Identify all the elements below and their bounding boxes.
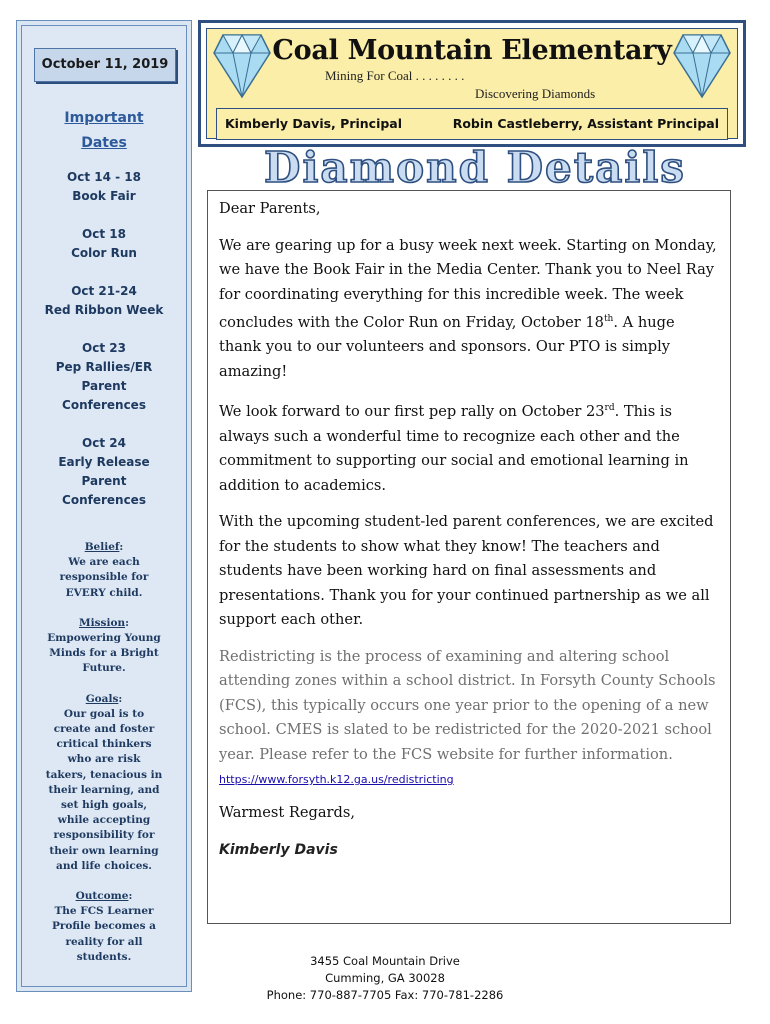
ordinal-suffix: rd xyxy=(604,403,615,414)
redistricting-paragraph: Redistricting is the process of examining and altering school attending zones within a school district. In Forsyth County Schools (FCS), this typically occurs one year prior to the opening of a new school. CMES is slated to be redistricted for the 2020-2021 school year. Please refer to the FCS website for further information. xyxy=(219,647,716,763)
masthead xyxy=(198,20,746,147)
event-title: Conferences xyxy=(62,398,146,412)
footer xyxy=(240,953,530,1004)
outcome-text: students. xyxy=(76,950,132,963)
event-title: Early Release xyxy=(58,455,150,469)
outcome-text: The FCS Learner xyxy=(54,905,154,918)
goals-text: responsibility for xyxy=(53,829,155,842)
letter-text: We are gearing up for a busy week next week. Starting on Monday, we have the Book Fair in the Media Center. Thank you to Neel Ray for coordinating everything for this incredible week. The week concludes with the Color Run on Friday, October 18 xyxy=(219,236,717,331)
events-list xyxy=(22,168,186,529)
letter-text: . A huge thank you to our volunteers and sponsors. Our PTO is simply amazing! xyxy=(219,313,675,380)
event-title: Parent xyxy=(81,474,127,488)
mission-block: Mission: Empowering Young Minds for a Bright Future. xyxy=(26,616,182,677)
event-title: Pep Rallies/ER xyxy=(55,360,153,374)
tagline-mining: Mining For Coal . . . . . . . . xyxy=(325,68,465,83)
mission-text: Empowering Young xyxy=(47,632,161,645)
masthead-panel xyxy=(206,28,738,139)
outcome-text: Profile becomes a xyxy=(52,920,156,933)
event-title: Parent xyxy=(81,379,127,393)
letter-paragraph: With the upcoming student-led parent conferences, we are excited for the students to show what they know! The teachers and students have been working hard on final assessments and presentations. Thank you for your continued partnership as we all support each other. xyxy=(219,513,714,629)
signature: Kimberly Davis xyxy=(219,841,338,858)
goals-text: critical thinkers xyxy=(56,738,152,751)
school-values xyxy=(26,540,182,980)
event-title: Conferences xyxy=(62,493,146,507)
letter-paragraph xyxy=(219,234,720,385)
letter-text: . This is always such a wonderful time to recognize each other and the commitment to supporting our social and emotional learning in addition to academics. xyxy=(219,403,689,494)
letter-body xyxy=(219,197,720,874)
event-date: Oct 14 - 18 xyxy=(67,170,141,184)
assistant-principal-name: Robin Castleberry, Assistant Principal xyxy=(452,116,719,131)
goals-text: while accepting xyxy=(57,814,151,827)
letter-paragraph xyxy=(219,396,720,498)
event-item xyxy=(22,339,186,415)
event-date: Oct 24 xyxy=(82,436,126,450)
goals-block: Goals: Our goal is to create and foster critical thinkers who are risk takers, tenacious in their learning, and set high goals, while accepting responsibility for their own learning and life choices. xyxy=(26,692,182,874)
goals-text: Our goal is to xyxy=(63,707,145,720)
belief-text: EVERY child. xyxy=(65,586,143,599)
event-title: Red Ribbon Week xyxy=(44,303,164,317)
goals-text: takers, tenacious in xyxy=(45,768,163,781)
footer-address: 3455 Coal Mountain Drive xyxy=(310,954,460,968)
belief-text: responsible for xyxy=(59,571,149,584)
goals-text: who are risk xyxy=(67,753,141,766)
ordinal-suffix: th xyxy=(603,314,614,324)
event-item xyxy=(22,434,186,510)
event-title: Book Fair xyxy=(72,189,136,203)
important-dates-heading xyxy=(22,106,186,156)
diamond-icon xyxy=(673,33,731,99)
event-date: Oct 21-24 xyxy=(71,284,137,298)
belief-text: We are each xyxy=(68,556,140,569)
principal-name: Kimberly Davis, Principal xyxy=(225,116,403,131)
letter-text: We look forward to our first pep rally on October 23 xyxy=(219,403,605,421)
letter-box xyxy=(207,190,731,924)
issue-date: October 11, 2019 xyxy=(34,48,176,82)
mission-text: Future. xyxy=(82,662,126,675)
staff-bar xyxy=(216,108,728,140)
sidebar-panel xyxy=(21,25,187,987)
goals-text: their learning, and xyxy=(48,783,160,796)
footer-city: Cumming, GA 30028 xyxy=(325,971,445,985)
outcome-text: reality for all xyxy=(65,935,143,948)
letter-closing: Warmest Regards, xyxy=(219,804,355,822)
footer-phone: Phone: 770-887-7705 Fax: 770-781-2286 xyxy=(266,988,504,1002)
belief-block: Belief: We are each responsible for EVERY child. xyxy=(26,540,182,601)
goals-heading: Goals xyxy=(85,692,119,705)
goals-text: their own learning xyxy=(49,844,159,857)
goals-text: create and foster xyxy=(53,723,155,736)
mission-text: Minds for a Bright xyxy=(49,647,159,660)
event-date: Oct 18 xyxy=(82,227,126,241)
outcome-block: Outcome: The FCS Learner Profile becomes a reality for all students. xyxy=(26,889,182,965)
outcome-heading: Outcome xyxy=(75,890,129,903)
newsletter-title xyxy=(210,142,740,192)
letter-greeting: Dear Parents, xyxy=(219,200,321,217)
goals-text: set high goals, xyxy=(60,799,148,812)
sidebar xyxy=(16,20,192,992)
event-item xyxy=(22,282,186,320)
event-title: Color Run xyxy=(71,246,137,260)
school-name: Coal Mountain Elementary xyxy=(272,35,672,66)
important-dates-heading-line2: Dates xyxy=(81,135,127,151)
mission-heading: Mission xyxy=(79,616,126,629)
event-date: Oct 23 xyxy=(82,341,126,355)
event-item xyxy=(22,168,186,206)
belief-heading: Belief xyxy=(84,541,120,553)
redistricting-link[interactable]: https://www.forsyth.k12.ga.us/redistricting xyxy=(219,773,454,787)
tagline-discovering: Discovering Diamonds xyxy=(475,86,596,101)
important-dates-heading-line1: Important xyxy=(64,110,144,126)
newsletter-title-text: Diamond Details xyxy=(264,143,686,192)
event-item xyxy=(22,225,186,263)
goals-text: and life choices. xyxy=(56,859,152,872)
